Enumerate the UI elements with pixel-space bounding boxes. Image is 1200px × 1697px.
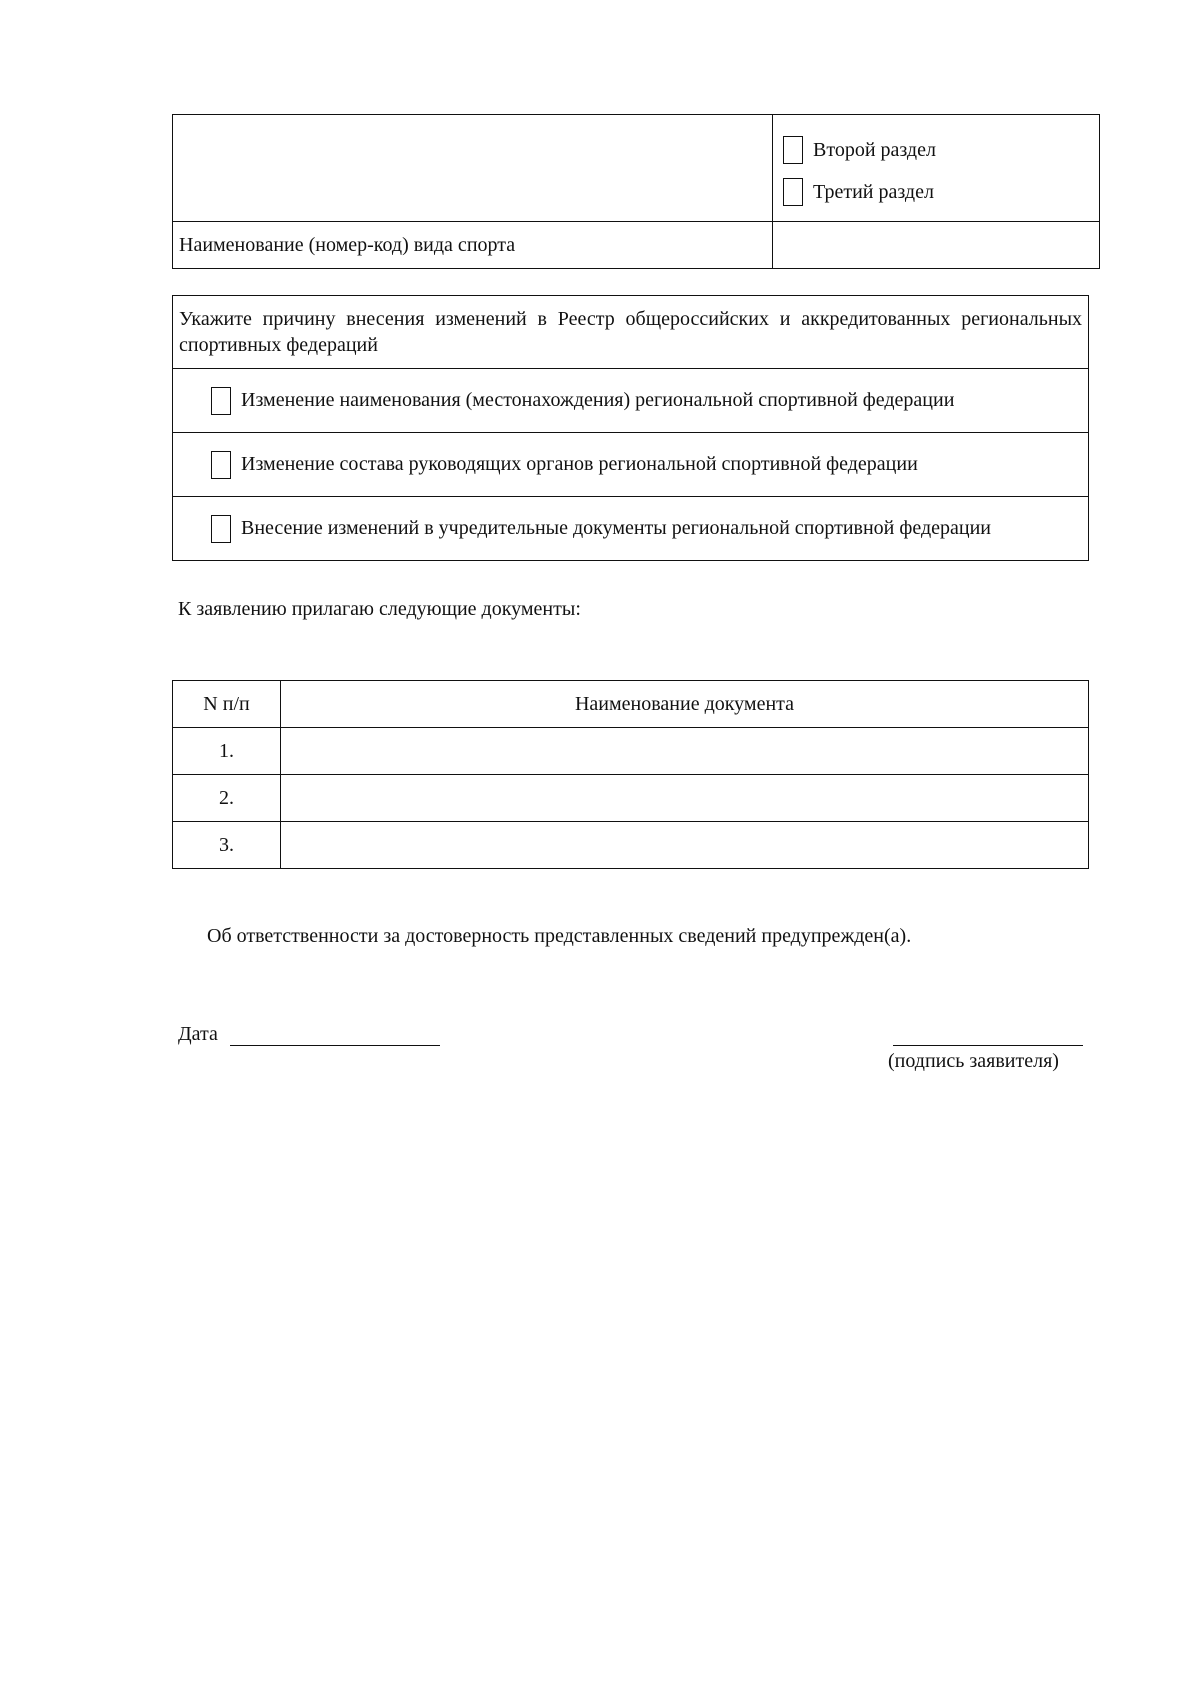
reason-prompt: Укажите причину внесения изменений в Реестр общероссийских и аккредитованных региональных спортивных федераций — [173, 296, 1089, 369]
reason-label: Внесение изменений в учредительные документы региональной спортивной федерации — [241, 517, 991, 539]
row-number: 1. — [173, 728, 281, 775]
section-option-third[interactable] — [783, 171, 1099, 213]
column-header-number: N п/п — [173, 681, 281, 728]
reason-option-name-change[interactable] — [211, 387, 1082, 415]
section-option-second[interactable] — [783, 129, 1099, 171]
checkbox[interactable] — [211, 451, 231, 479]
reasons-table — [172, 295, 1089, 561]
documents-table — [172, 680, 1089, 869]
date-label: Дата — [178, 1023, 218, 1045]
reason-row — [173, 433, 1089, 497]
checkbox[interactable] — [211, 515, 231, 543]
document-name-field[interactable] — [281, 728, 1089, 775]
date-field[interactable] — [230, 1045, 440, 1046]
section-label: Второй раздел — [813, 138, 936, 161]
reason-row — [173, 497, 1089, 561]
responsibility-statement: Об ответственности за достоверность представленных сведений предупрежден(а). — [207, 925, 912, 947]
reason-row — [173, 369, 1089, 433]
attachments-intro: К заявлению прилагаю следующие документы: — [178, 598, 581, 620]
row-number: 3. — [173, 822, 281, 869]
document-name-field[interactable] — [281, 822, 1089, 869]
document-name-field[interactable] — [281, 775, 1089, 822]
sport-name-field[interactable] — [773, 222, 1100, 269]
sport-name-label: Наименование (номер-код) вида спорта — [173, 222, 773, 269]
reason-label: Изменение наименования (местонахождения) региональной спортивной федерации — [241, 389, 955, 411]
section-label: Третий раздел — [813, 180, 934, 203]
row-number: 2. — [173, 775, 281, 822]
reason-label: Изменение состава руководящих органов региональной спортивной федерации — [241, 453, 918, 475]
reason-option-governance-change[interactable] — [211, 451, 1082, 479]
checkbox[interactable] — [783, 178, 803, 206]
checkbox[interactable] — [211, 387, 231, 415]
checkbox[interactable] — [783, 136, 803, 164]
column-header-document: Наименование документа — [281, 681, 1089, 728]
reason-option-charter-change[interactable] — [211, 515, 1082, 543]
sections-cell — [773, 115, 1100, 222]
blank-cell — [173, 115, 773, 222]
signature-field[interactable] — [893, 1045, 1083, 1046]
signature-label: (подпись заявителя) — [888, 1050, 1059, 1072]
sections-table — [172, 114, 1100, 269]
